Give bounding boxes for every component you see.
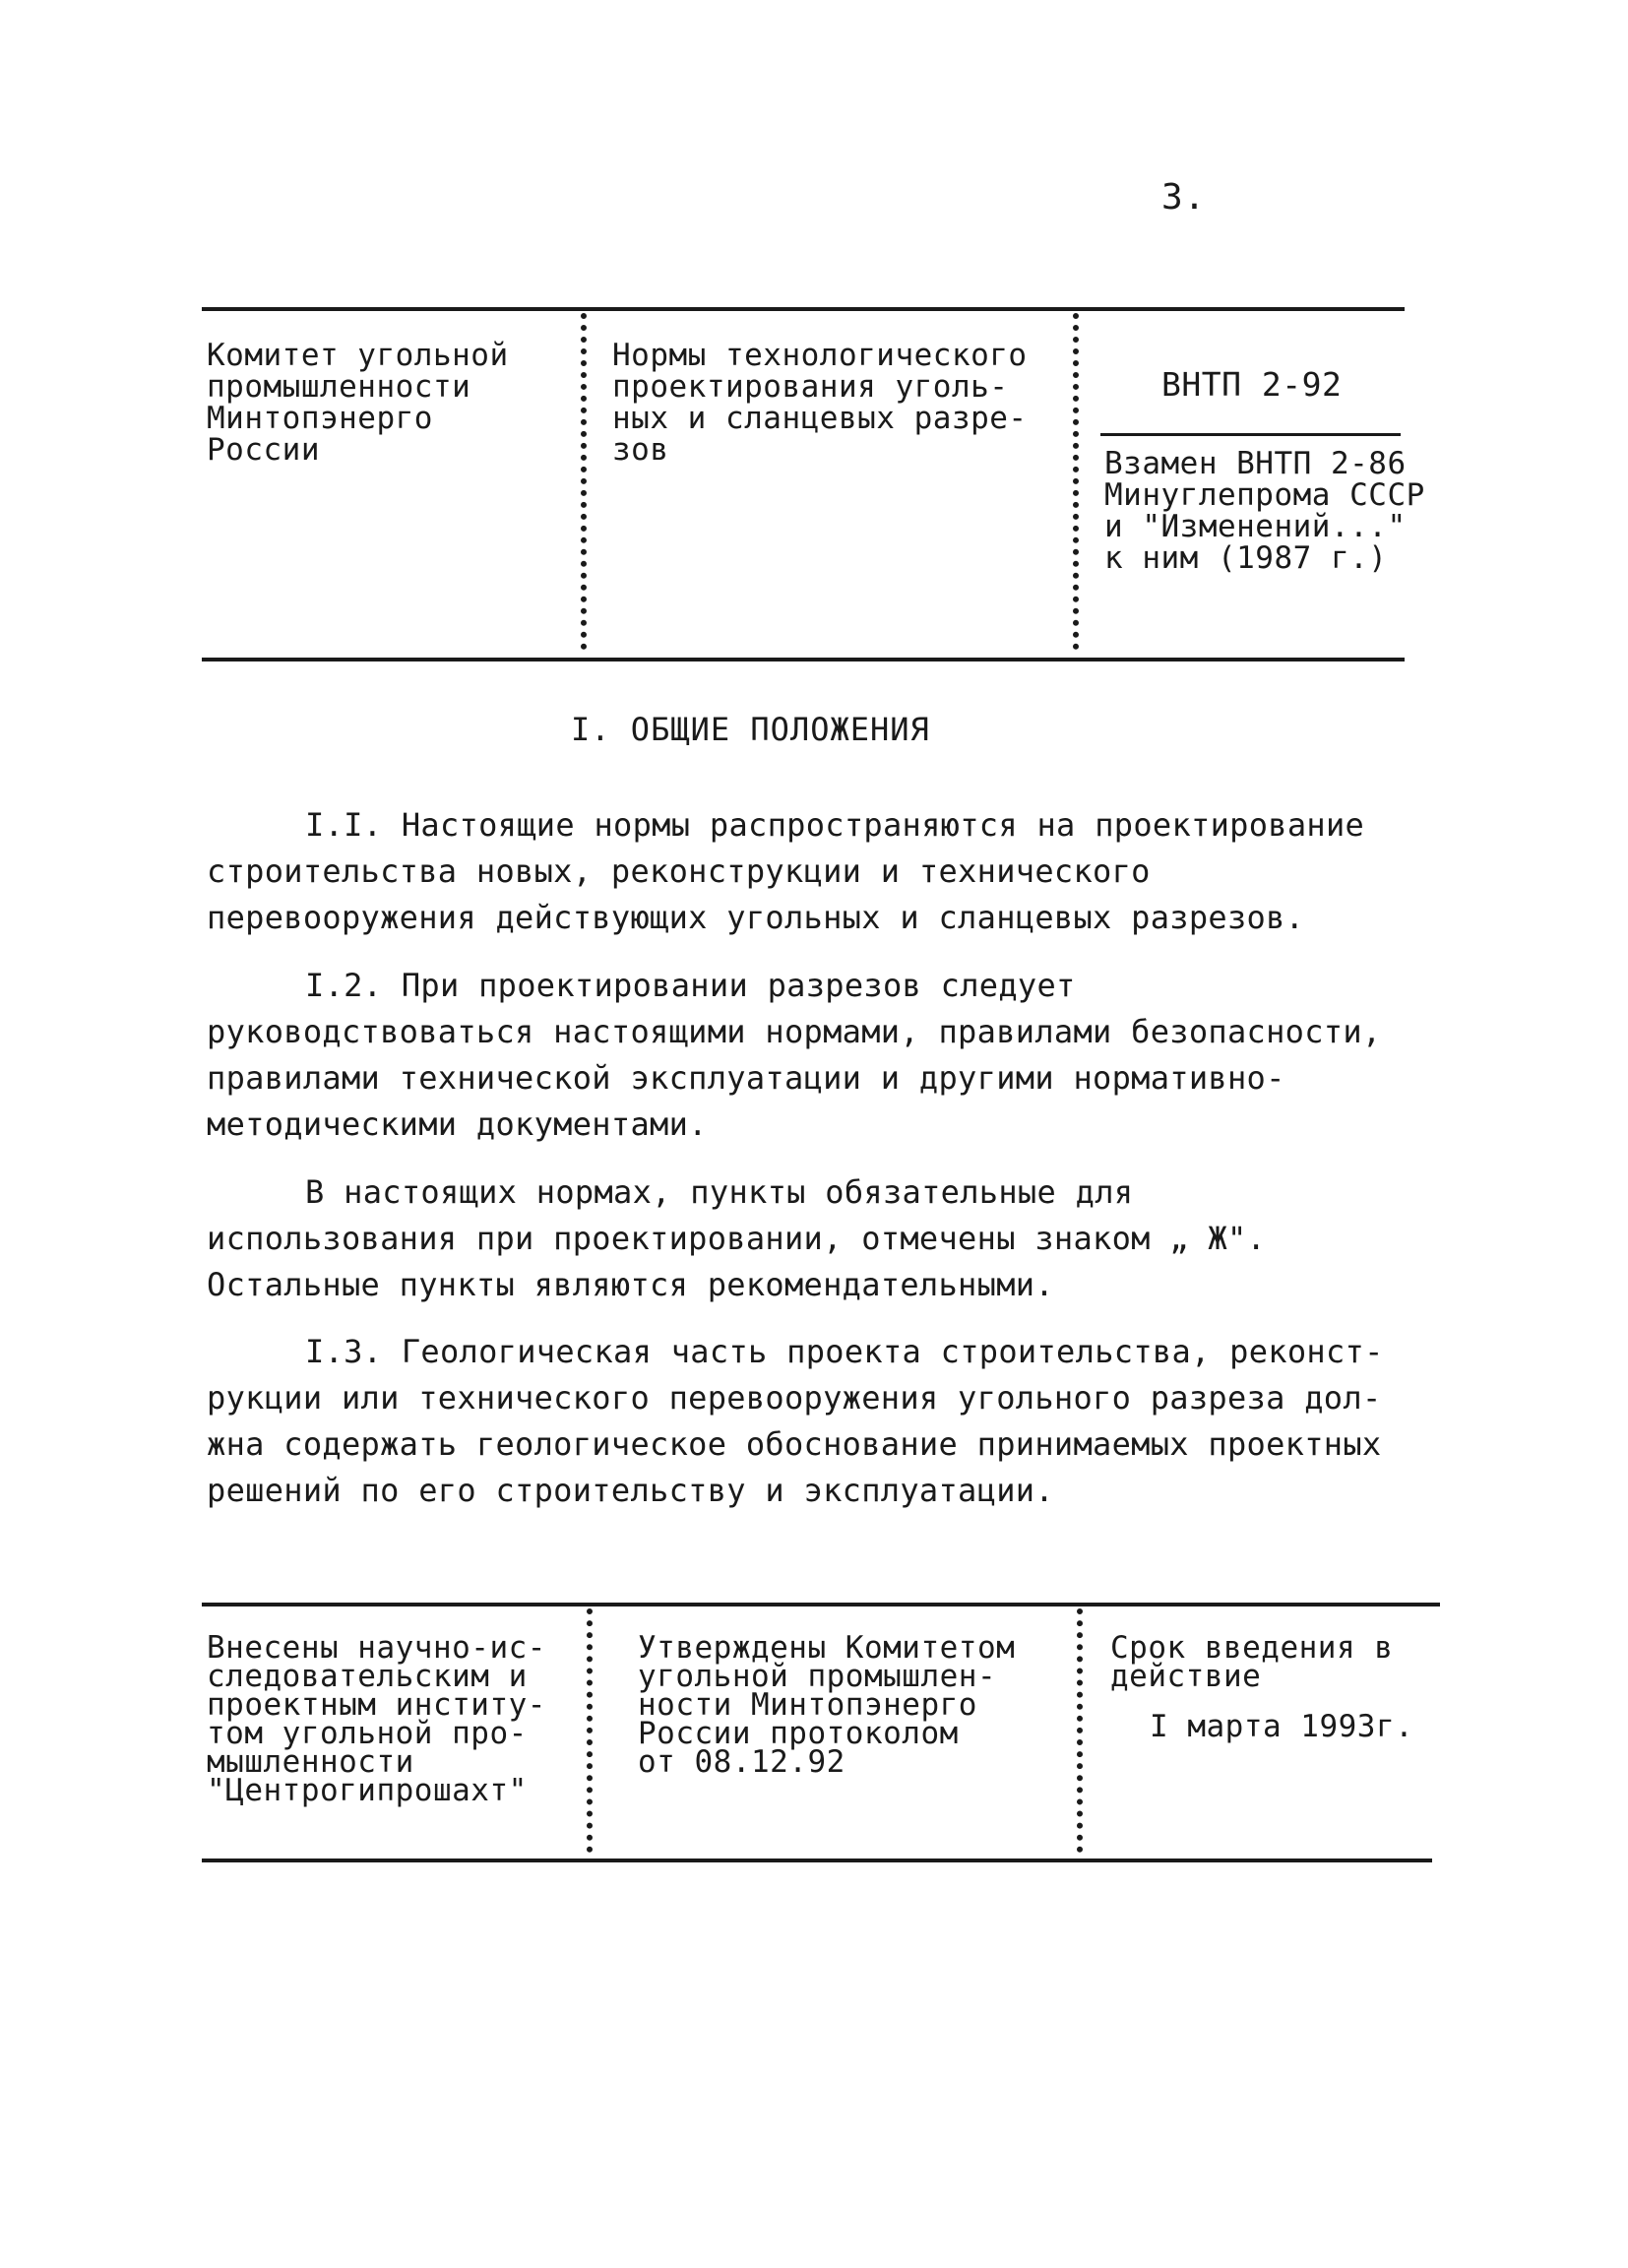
paragraph-text: I.3. Геологическая часть проекта строительства, реконструкции или технического перевооружения угольного разреза должна содержать геологическое обоснование принимаемых проектных решений по его строительству и эксплуатации. [207, 1333, 1384, 1509]
document-code: ВНТП 2-92 [1161, 365, 1343, 404]
effective-label: Срок введения в действие [1110, 1630, 1394, 1694]
footer-bottom-rule [202, 1858, 1432, 1862]
paragraph-note [207, 1169, 1398, 1308]
replaces-note: Взамен ВНТП 2-86 Минуглепрома СССР и "Изменений..." к ним (1987 г.) [1104, 446, 1425, 576]
approval: Утверждены Комитетом угольной промышлен- ности Минтопэнерго России протоколом от 08.12.92 [638, 1630, 1016, 1780]
paragraph-1-1 [207, 802, 1398, 941]
footer-divider-1 [587, 1608, 593, 1853]
paragraph-1-3 [207, 1329, 1398, 1514]
paragraph-text: В настоящих нормах, пункты обязательные для использования при проектировании, отмечены знаком „ Ж". Остальные пункты являются рекомендательными. [207, 1173, 1267, 1303]
header-bottom-rule [202, 658, 1405, 662]
contributor: Внесены научно-ис- следовательским и проектным институ- том угольной про- мышленности "Центрогипрошахт" [207, 1630, 546, 1808]
page-number: 3. [1161, 177, 1207, 218]
effective-date: I марта 1993г. [1150, 1709, 1414, 1744]
issuing-authority: Комитет угольной промышленности Минтопэнерго России [207, 338, 509, 468]
paragraph-1-2 [207, 963, 1398, 1148]
header-divider-2 [1073, 313, 1079, 650]
header-divider-1 [581, 313, 587, 650]
footer-top-rule [202, 1603, 1440, 1606]
paragraph-text: I.I. Настоящие нормы распространяются на проектирование строительства новых, реконструкции и технического перевооружения действующих угольных и сланцевых разрезов. [207, 806, 1365, 936]
document-title: Нормы технологического проектирования уголь- ных и сланцевых разре- зов [612, 338, 1028, 468]
header-top-rule [202, 307, 1405, 311]
paragraph-text: I.2. При проектировании разрезов следует руководствоваться настоящими нормами, правилами безопасности, правилами технической эксплуатации и другими нормативно-методическими документами. [207, 967, 1382, 1143]
header-right-rule [1100, 433, 1401, 436]
section-title: I. ОБЩИЕ ПОЛОЖЕНИЯ [571, 711, 930, 748]
footer-divider-2 [1077, 1608, 1083, 1853]
